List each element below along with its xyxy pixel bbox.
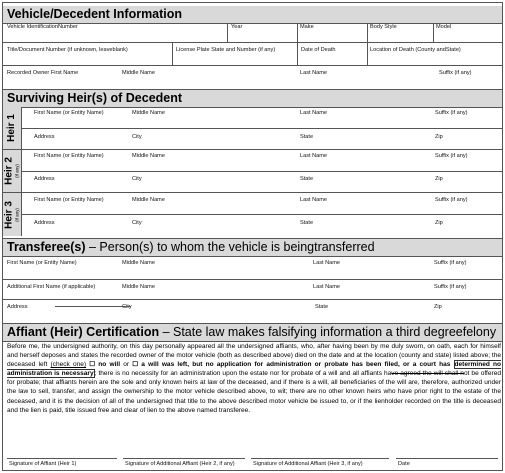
divider (3, 42, 502, 43)
divider (297, 23, 298, 42)
heir-1-label: Heir 1 (6, 114, 17, 142)
certification-text-part: Before me, the undersigned authority, on this day personally appeared all the undersigned affiants, who, after having been by me duly sworn, on oath, each for himself and herself deposes and states the recorded owner of the motor vehicle (both as described above) died on the date and at the location (county and state) listed above; the deceased left (7, 343, 501, 369)
determined-text: determined no administration is necessary (7, 361, 502, 378)
owner-first-name-field[interactable]: Recorded Owner First Name (7, 70, 79, 76)
heirs-heading-text: Surviving Heir(s) of Decedent (7, 91, 183, 105)
divider (3, 65, 502, 66)
vin-field[interactable]: Vehicle IdentificationNumber (7, 24, 78, 30)
heir-1-suffix-field[interactable]: Suffix (if any) (435, 110, 468, 116)
no-will-checkbox[interactable]: ☐ no will (86, 361, 121, 369)
date-label: Date (398, 461, 410, 467)
transferee-last-name-field[interactable]: Last Name (313, 260, 341, 266)
signature-heir-1-label: Signature of Affiant (Heir 1) (9, 461, 77, 467)
certification-paragraph (7, 342, 501, 415)
model-field[interactable]: Model (436, 24, 452, 30)
heir-1-first-name-field[interactable]: First Name (or Entity Name) (34, 110, 104, 116)
transferee-additional-suffix-field[interactable]: Suffix (if any) (434, 284, 467, 290)
vehicle-transfer-affidavit-form (2, 2, 503, 471)
divider (3, 149, 502, 150)
transferee-state-field[interactable]: State (315, 304, 329, 310)
strikethrough-text: ve agreed the will shall n (391, 370, 464, 378)
divider (3, 279, 502, 280)
heirs-section-heading (3, 89, 502, 108)
transferee-suffix-field[interactable]: Suffix (if any) (434, 260, 467, 266)
vehicle-heading-text: Vehicle/Decedent Information (7, 7, 183, 21)
heir-2-label: Heir 2 (3, 157, 15, 185)
heir-1-address-field[interactable]: Address (34, 134, 55, 140)
heir-2-if-any: (if any) (14, 164, 20, 178)
heir-3-suffix-field[interactable]: Suffix (if any) (435, 197, 468, 203)
heir-2-tab (3, 150, 22, 192)
transferee-first-name-field[interactable]: First Name (or Entity Name) (7, 260, 77, 266)
heir-1-state-field[interactable]: State (300, 134, 314, 140)
heir-2-address-field[interactable]: Address (34, 176, 55, 182)
make-field[interactable]: Make (300, 24, 314, 30)
transferee-subheading-text: – Person(s) to whom the vehicle is beingtransferred (85, 240, 375, 254)
body-style-field[interactable]: Body Style (370, 24, 397, 30)
divider (22, 214, 502, 215)
heir-3-last-name-field[interactable]: Last Name (300, 197, 328, 203)
heir-3-tab (3, 193, 22, 236)
transferee-address-field[interactable]: Address (7, 304, 28, 310)
affiant-subheading-text: – State law makes falsifying information a third degreefelony (159, 325, 497, 339)
transferee-additional-last-name-field[interactable]: Last Name (313, 284, 341, 290)
signature-heir-2-label: Signature of Additional Affiant (Heir 2, if any) (125, 461, 235, 467)
divider (227, 23, 228, 42)
license-plate-field[interactable]: License Plate State and Number (if any) (176, 47, 276, 53)
divider (22, 128, 502, 129)
check-one-label: (check one) (50, 361, 87, 369)
divider (367, 23, 368, 42)
heir-3-middle-name-field[interactable]: Middle Name (132, 197, 165, 203)
transferee-additional-first-name-field[interactable]: Additional First Name (if applicable) (7, 284, 96, 290)
heir-1-last-name-field[interactable]: Last Name (300, 110, 328, 116)
heir-2-first-name-field[interactable]: First Name (or Entity Name) (34, 153, 104, 159)
signature-line-heir-2[interactable] (123, 458, 245, 459)
heir-2-suffix-field[interactable]: Suffix (if any) (435, 153, 468, 159)
or-text: or (120, 361, 133, 369)
signature-heir-3-label: Signature of Additional Affiant (Heir 3, if any) (253, 461, 363, 467)
divider (367, 43, 368, 65)
owner-suffix-field[interactable]: Suffix (if any) (439, 70, 472, 76)
will-left-text-cont: s (446, 361, 454, 369)
divider (297, 43, 298, 65)
transferee-additional-middle-name-field[interactable]: Middle Name (122, 284, 155, 290)
heir-1-zip-field[interactable]: Zip (435, 134, 443, 140)
divider (433, 23, 434, 42)
divider (172, 43, 173, 65)
heir-3-address-field[interactable]: Address (34, 220, 55, 226)
owner-middle-name-field[interactable]: Middle Name (122, 70, 155, 76)
transferee-city-field[interactable]: City (122, 304, 132, 310)
heir-3-city-field[interactable]: City (132, 220, 142, 226)
transferee-section-heading (3, 238, 502, 257)
heir-2-zip-field[interactable]: Zip (435, 176, 443, 182)
divider (3, 299, 502, 300)
heir-3-state-field[interactable]: State (300, 220, 314, 226)
heir-3-if-any: (if any) (14, 207, 20, 222)
heir-2-city-field[interactable]: City (132, 176, 142, 182)
heir-2-last-name-field[interactable]: Last Name (300, 153, 328, 159)
date-line[interactable] (396, 458, 498, 459)
heir-3-zip-field[interactable]: Zip (435, 220, 443, 226)
heir-3-first-name-field[interactable]: First Name (or Entity Name) (34, 197, 104, 203)
heir-2-middle-name-field[interactable]: Middle Name (132, 153, 165, 159)
transferee-heading-text: Transferee(s) (7, 240, 86, 254)
signature-line-heir-1[interactable] (7, 458, 117, 459)
signature-line-heir-3[interactable] (251, 458, 389, 459)
date-of-death-field[interactable]: Date of Death (301, 47, 336, 53)
divider (22, 171, 502, 172)
certification-text-part: ; there is no necessity for an administration upon the estate nor for probate of a will and all affiants ha (94, 370, 392, 378)
heir-3-label: Heir 3 (3, 200, 15, 229)
heir-1-tab (3, 107, 22, 149)
affiant-section-heading (3, 323, 502, 342)
will-left-checkbox[interactable]: ☐ a will was left, but no application for administration or probate has been filed, or a court ha (132, 361, 447, 369)
year-field[interactable]: Year (231, 24, 243, 30)
heir-1-middle-name-field[interactable]: Middle Name (132, 110, 165, 116)
location-of-death-field[interactable]: Location of Death (County andState) (370, 47, 461, 53)
affiant-heading-text: Affiant (Heir) Certification (7, 325, 160, 339)
transferee-middle-name-field[interactable]: Middle Name (122, 260, 155, 266)
vehicle-section-heading (3, 6, 502, 24)
owner-last-name-field[interactable]: Last Name (300, 70, 328, 76)
address-rule (55, 306, 131, 307)
title-number-field[interactable]: Title/Document Number (if unknown, leaveblank) (7, 47, 128, 53)
heir-2-state-field[interactable]: State (300, 176, 314, 182)
heir-1-city-field[interactable]: City (132, 134, 142, 140)
certification-text-part: ot be offered for probate; that affiants herein are the sole and only known heirs at law of the deceased, and if there is a will, all beneficiaries of the will are, therefore, authorized under the law to sell, transfer, and assign the ownership to the motor vehicle described above, to wit; there are no other known heirs who have prior right to the estate of the deceased, and it is the decision of all of the undersigned that title to the above described motor vehicle be issued to, or if the lienholder recorded on the title is deceased and the lien is paid, title issued free and clear of lien to the above named transferee. (7, 370, 501, 414)
divider (3, 192, 502, 193)
transferee-zip-field[interactable]: Zip (434, 304, 442, 310)
